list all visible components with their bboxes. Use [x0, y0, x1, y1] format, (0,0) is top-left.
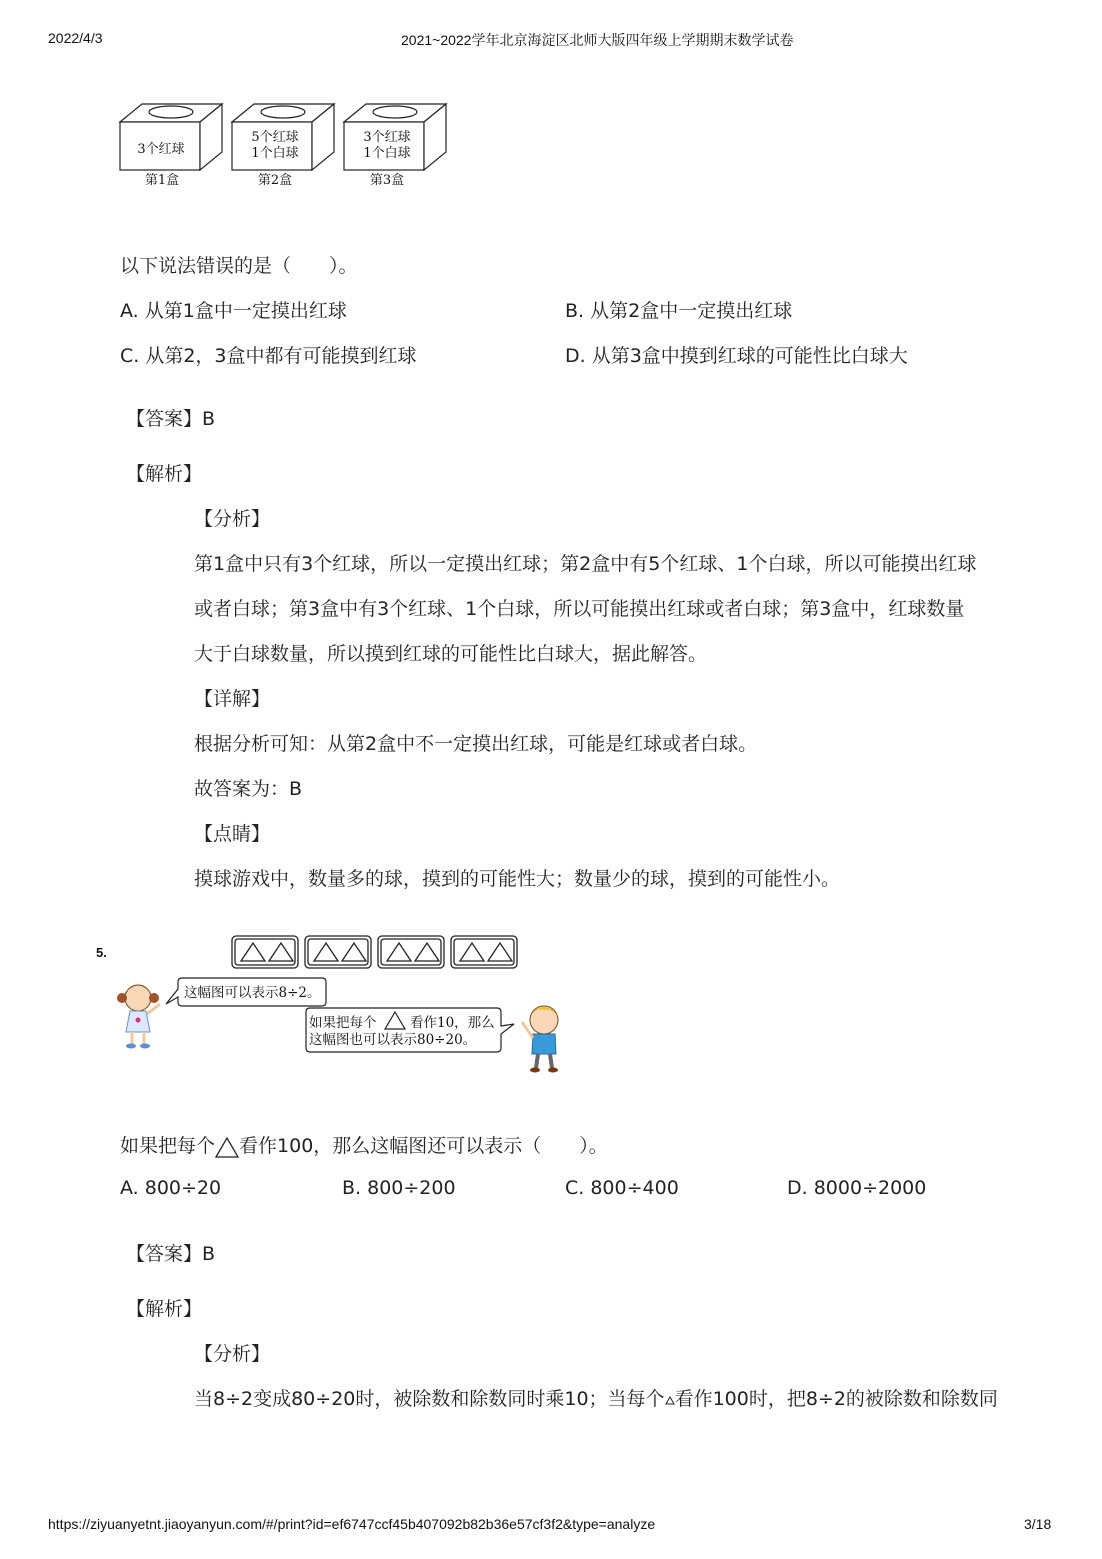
q5-fenxi-part-a: 当8÷2变成80÷20时，被除数和除数同时乘10；当每个	[194, 1388, 665, 1410]
q4-fenxi-line: 或者白球；第3盒中有3个红球、1个白球，所以可能摸出红球或者白球；第3盒中，红球数量	[194, 598, 965, 620]
q4-option-c: C. 从第2，3盒中都有可能摸到红球	[120, 345, 417, 367]
box-3-label-2: 1个白球	[363, 146, 411, 161]
box-2-caption: 第2盒	[257, 173, 293, 188]
boy-illustration	[522, 1006, 558, 1073]
triangle-icon	[665, 1395, 675, 1405]
q4-dianjing-line: 摸球游戏中，数量多的球，摸到的可能性大；数量少的球，摸到的可能性小。	[194, 868, 841, 890]
footer-url[interactable]: https://ziyuanyetnt.jiaoyanyun.com/#/print?id=ef6747ccf45b407092b82b36e57cf3f2&type=analyze	[48, 1516, 656, 1532]
q4-xiangjie-label: 【详解】	[194, 688, 271, 710]
print-date: 2022/4/3	[48, 30, 103, 46]
q4-answer-value: B	[202, 408, 216, 430]
q4-answer-label: 【答案】	[126, 408, 203, 430]
q5-option-a: A. 800÷20	[120, 1177, 222, 1199]
q5-fenxi-line	[194, 1384, 998, 1411]
q4-option-a: A. 从第1盒中一定摸出红球	[120, 300, 347, 322]
page-number: 3/18	[1024, 1516, 1052, 1532]
q4-fenxi-line: 第1盒中只有3个红球，所以一定摸出红球；第2盒中有5个红球、1个白球，所以可能摸出红球	[194, 553, 977, 575]
box-2-label-2: 1个白球	[251, 146, 299, 161]
q4-xiangjie-line: 故答案为：B	[194, 778, 303, 800]
q5-option-c: C. 800÷400	[565, 1177, 679, 1199]
box-3-caption: 第3盒	[369, 173, 405, 188]
q5-option-b: B. 800÷200	[342, 1177, 456, 1199]
q5-answer	[126, 1239, 215, 1266]
q4-option-d: D. 从第3盒中摸到红球的可能性比白球大	[565, 345, 908, 367]
boy-bubble-line2: 这幅图也可以表示80÷20。	[309, 1032, 477, 1048]
girl-illustration	[117, 985, 160, 1049]
q4-stem: 以下说法错误的是（ ）。	[120, 255, 358, 277]
girl-bubble-text: 这幅图可以表示8÷2。	[184, 985, 321, 1001]
q5-stem-part-a: 如果把每个	[120, 1135, 216, 1157]
q4-dianjing-label: 【点睛】	[194, 823, 271, 845]
box-3-label-1: 3个红球	[363, 130, 411, 145]
q5-option-d: D. 8000÷2000	[787, 1177, 927, 1199]
box-1-label: 3个红球	[137, 142, 185, 157]
q5-number: 5.	[96, 945, 107, 960]
boy-bubble-line1-b: 看作10，那么	[410, 1015, 495, 1031]
q5-stem	[120, 1131, 608, 1158]
q5-answer-label: 【答案】	[126, 1243, 203, 1265]
triangle-icon	[215, 1136, 239, 1158]
q4-fenxi-label: 【分析】	[194, 508, 271, 530]
q4-option-b: B. 从第2盒中一定摸出红球	[565, 300, 793, 322]
q5-fenxi-part-b: 看作100时，把8÷2的被除数和除数同	[674, 1388, 998, 1410]
q5-stem-part-b: 看作100，那么这幅图还可以表示（ ）。	[239, 1135, 608, 1157]
box-1-caption: 第1盒	[144, 173, 180, 188]
q4-analysis-label: 【解析】	[126, 463, 203, 485]
box-2-label-1: 5个红球	[251, 130, 299, 145]
boy-bubble-line1-a: 如果把每个	[309, 1015, 377, 1031]
q5-answer-value: B	[202, 1243, 216, 1265]
page-title: 2021~2022学年北京海淀区北师大版四年级上学期期末数学试卷	[401, 32, 794, 48]
q4-xiangjie-line: 根据分析可知：从第2盒中不一定摸出红球，可能是红球或者白球。	[194, 733, 758, 755]
q5-analysis-label: 【解析】	[126, 1298, 203, 1320]
q4-fenxi-line: 大于白球数量，所以摸到红球的可能性比白球大，据此解答。	[194, 643, 708, 665]
q5-fenxi-label: 【分析】	[194, 1343, 271, 1365]
